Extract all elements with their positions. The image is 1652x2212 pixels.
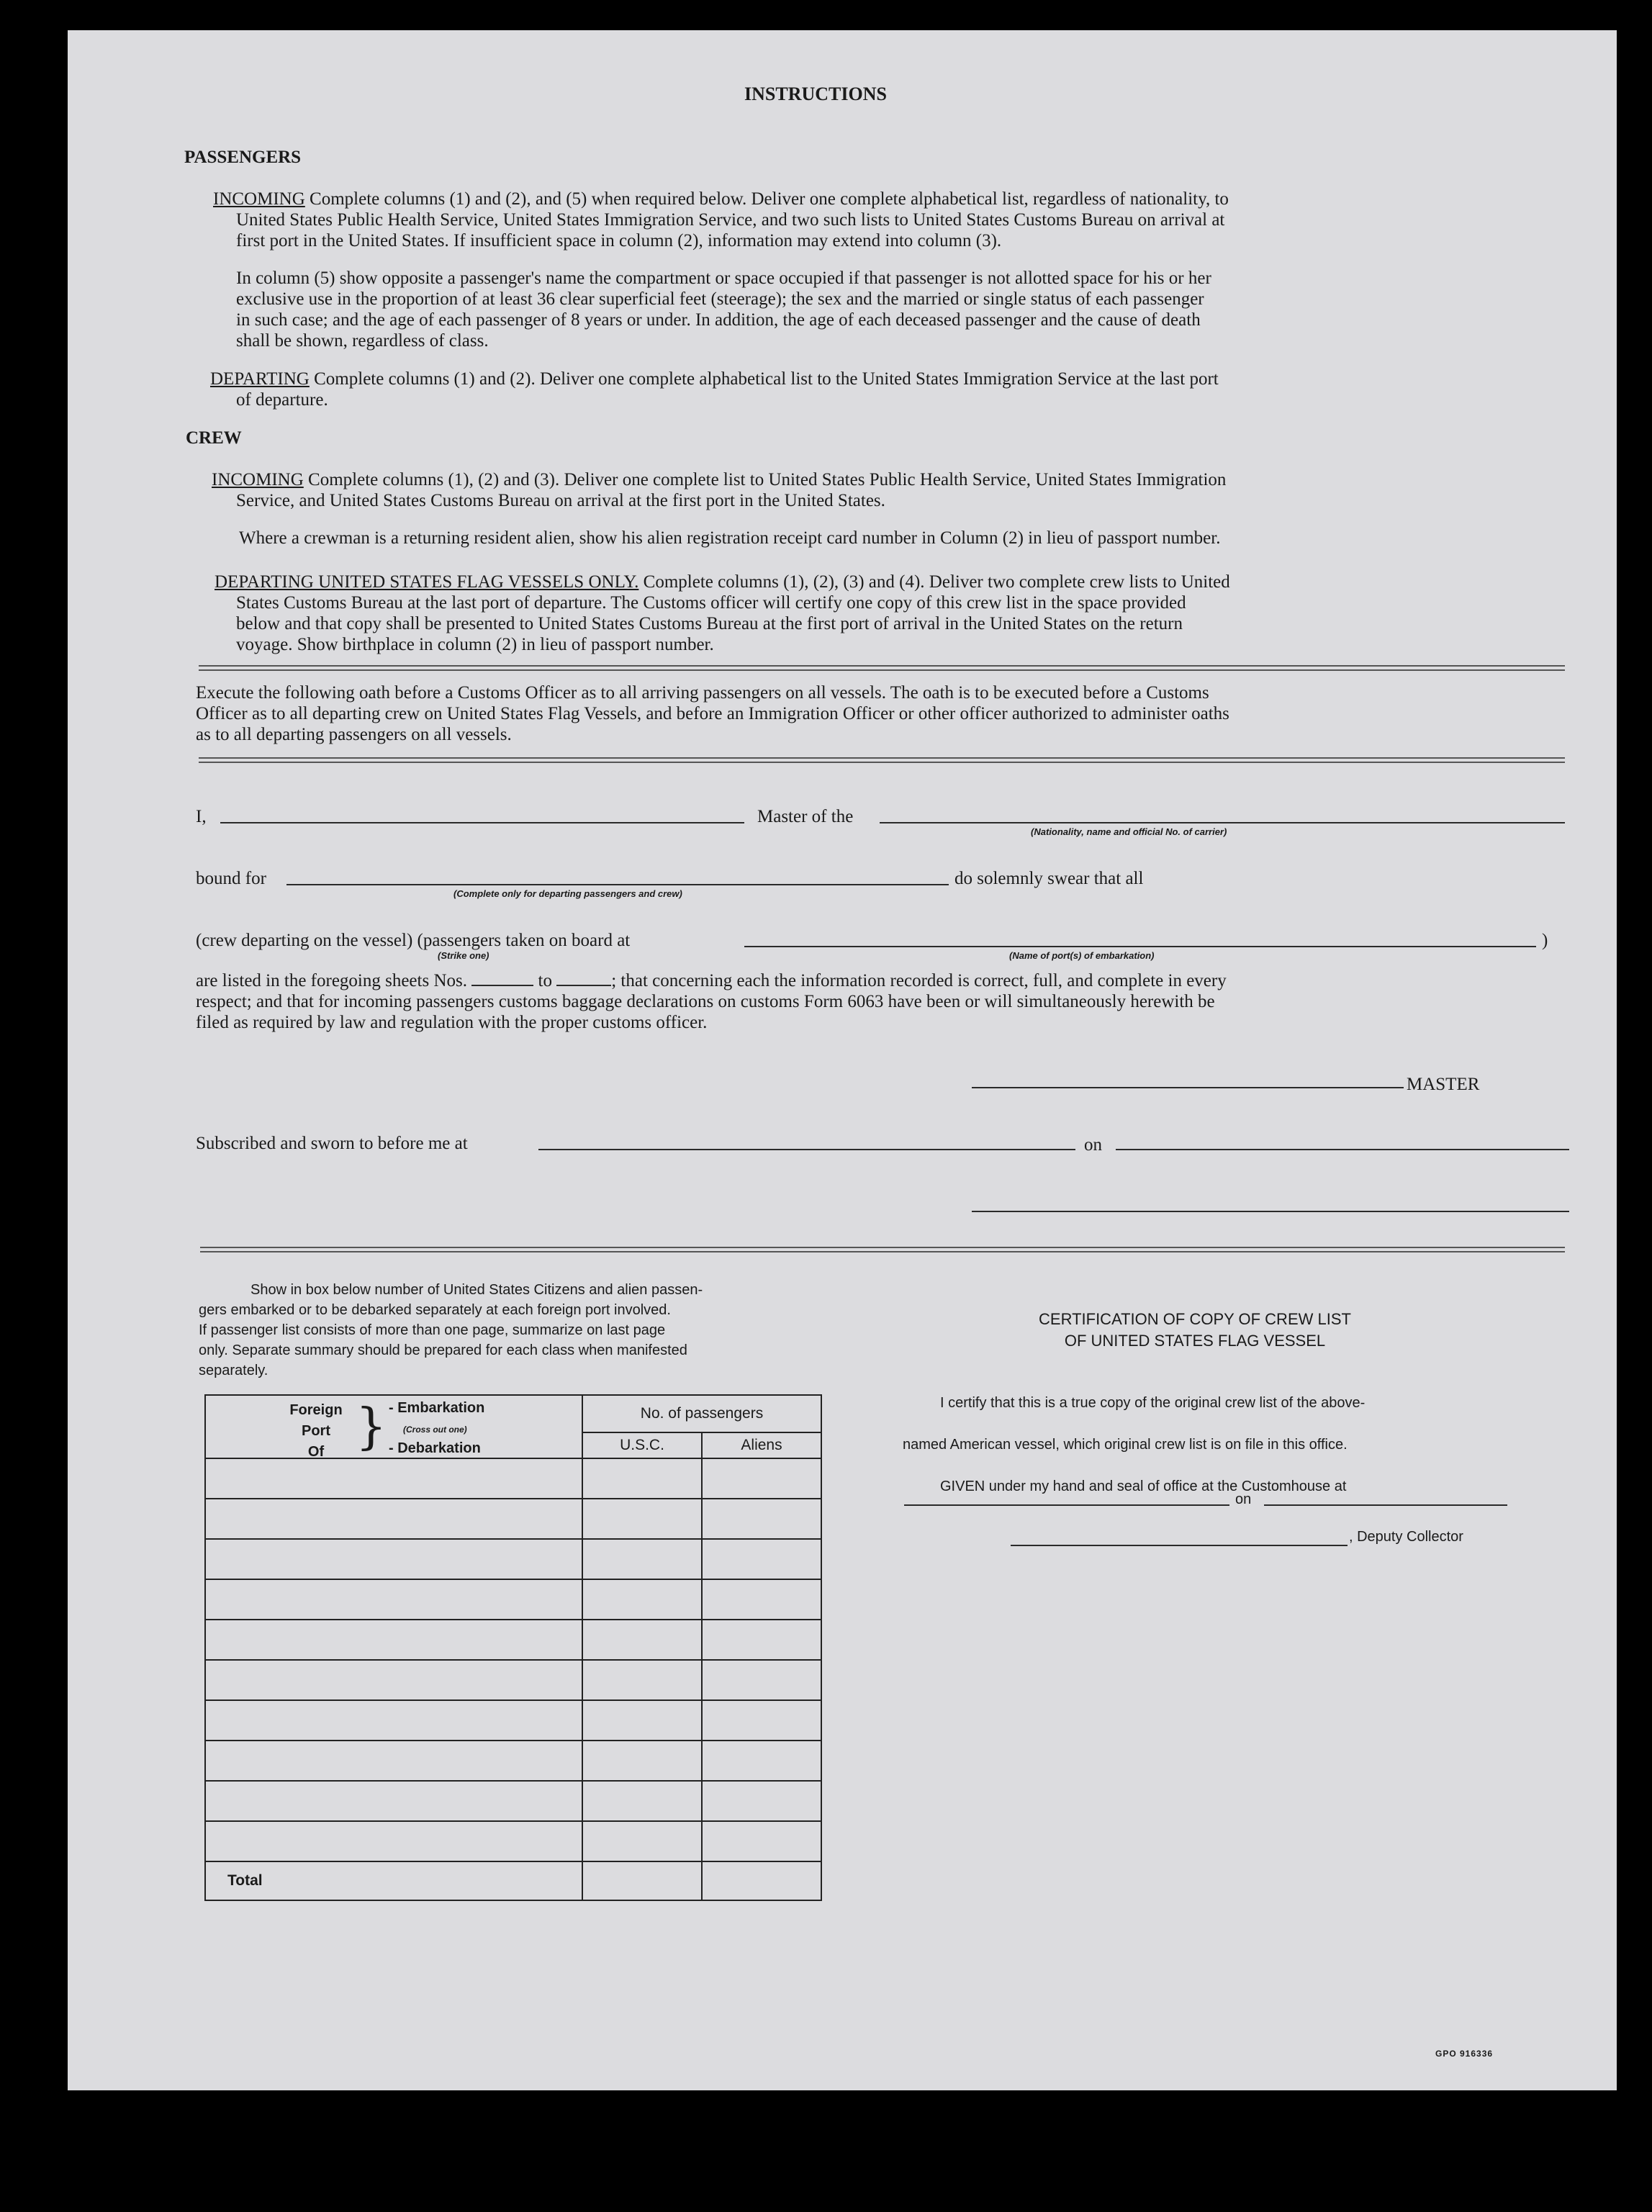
oath-intro-line2: Officer as to all departing crew on United States Flag Vessels, and before an Immigration Officer or other officer authorized to administer oaths xyxy=(196,704,1229,723)
column5-line2: exclusive use in the proportion of at least 36 clear superficial feet (steerage); the sex and the married or single status of each passenger xyxy=(236,289,1204,309)
column5-line1: In column (5) show opposite a passenger's name the compartment or space occupied if that passenger is not allotted space for his or her xyxy=(236,268,1211,288)
aliens-cell[interactable] xyxy=(702,1499,821,1539)
master-name-field[interactable] xyxy=(220,822,744,823)
carrier-caption: (Nationality, name and official No. of carrier) xyxy=(1031,826,1227,837)
total-label: Total xyxy=(205,1861,582,1900)
certification-title-line1: CERTIFICATION OF COPY OF CREW LIST xyxy=(1039,1310,1351,1328)
passenger-summary-table xyxy=(204,1394,822,1901)
passengers-departing-line2: of departure. xyxy=(236,390,328,410)
crew-incoming-text: Complete columns (1), (2) and (3). Deliver one complete list to United States Public Health Service, United States Immigration xyxy=(308,470,1227,489)
usc-cell[interactable] xyxy=(582,1499,702,1539)
summary-line2: gers embarked or to be debarked separately at each foreign port involved. xyxy=(199,1302,671,1318)
passengers-incoming-line3: first port in the United States. If insufficient space in column (2), information may extend into column (3). xyxy=(236,231,1002,250)
aliens-header: Aliens xyxy=(702,1432,821,1458)
certification-on-label: on xyxy=(1235,1491,1252,1507)
listed-to: to xyxy=(538,971,552,990)
aliens-cell[interactable] xyxy=(702,1458,821,1499)
deputy-collector-signature-field[interactable] xyxy=(1011,1545,1348,1546)
deputy-collector-label: , Deputy Collector xyxy=(1349,1529,1463,1545)
total-row xyxy=(205,1861,821,1900)
debarkation-option: - Debarkation xyxy=(389,1440,481,1456)
usc-header: U.S.C. xyxy=(582,1432,702,1458)
solemnly-swear-text: do solemnly swear that all xyxy=(954,869,1144,888)
crew-incoming-label: INCOMING xyxy=(212,470,304,489)
table-row xyxy=(205,1539,821,1579)
oath-intro-line1: Execute the following oath before a Customs Officer as to all arriving passengers on all vessels. The oath is to be executed before a Customs xyxy=(196,683,1209,703)
usc-cell[interactable] xyxy=(582,1458,702,1499)
table-row xyxy=(205,1458,821,1499)
usc-cell[interactable] xyxy=(582,1821,702,1861)
bound-caption: (Complete only for departing passengers and crew) xyxy=(453,888,682,899)
crew-incoming-line2: Service, and United States Customs Bureau on arrival at the first port in the United States. xyxy=(236,491,885,510)
total-aliens-cell[interactable] xyxy=(702,1861,821,1900)
table-row xyxy=(205,1660,821,1700)
sworn-on-label: on xyxy=(1084,1135,1102,1155)
crew-departing-line1 xyxy=(215,572,1230,592)
master-signature-field[interactable] xyxy=(972,1087,1404,1088)
divider-rule xyxy=(200,1247,1565,1252)
crew-departing-line3: below and that copy shall be presented to United States Customs Bureau at the first port of arrival in the United States on the return xyxy=(236,614,1183,633)
cross-out-caption: (Cross out one) xyxy=(403,1425,467,1435)
aliens-cell[interactable] xyxy=(702,1700,821,1741)
table-row xyxy=(205,1499,821,1539)
crew-departing-text: (crew departing on the vessel) (passengers taken on board at xyxy=(196,931,631,950)
listed-text-b: ; that concerning each the information recorded is correct, full, and complete in every xyxy=(611,971,1227,990)
sheet-to-field[interactable] xyxy=(556,985,611,986)
aliens-cell[interactable] xyxy=(702,1620,821,1660)
listed-line2: respect; and that for incoming passengers customs baggage declarations on customs Form 6063 have been or will simultaneously herewith be xyxy=(196,992,1215,1011)
oath-i-label: I, xyxy=(196,807,207,826)
aliens-cell[interactable] xyxy=(702,1539,821,1579)
port-header-cell xyxy=(205,1395,582,1458)
certification-text1: I certify that this is a true copy of the original crew list of the above- xyxy=(940,1395,1366,1411)
crew-departing-line4: voyage. Show birthplace in column (2) in lieu of passport number. xyxy=(236,635,714,654)
passengers-departing-line1 xyxy=(210,369,1219,389)
bound-for-field[interactable] xyxy=(286,884,949,885)
usc-cell[interactable] xyxy=(582,1579,702,1620)
customhouse-field[interactable] xyxy=(904,1504,1229,1506)
port-cell[interactable] xyxy=(205,1620,582,1660)
summary-line1: Show in box below number of United States Citizens and alien passen- xyxy=(250,1282,703,1298)
usc-cell[interactable] xyxy=(582,1781,702,1821)
subscribed-label: Subscribed and sworn to before me at xyxy=(196,1134,468,1153)
close-paren: ) xyxy=(1542,931,1548,950)
table-row xyxy=(205,1821,821,1861)
column5-line3: in such case; and the age of each passenger of 8 years or under. In addition, the age of each deceased passenger and the cause of death xyxy=(236,310,1201,330)
sworn-date-field[interactable] xyxy=(1116,1149,1569,1150)
summary-instructions xyxy=(199,1280,703,1381)
form-page xyxy=(68,30,1617,2090)
summary-line3: If passenger list consists of more than one page, summarize on last page xyxy=(199,1322,666,1338)
usc-cell[interactable] xyxy=(582,1620,702,1660)
port-cell[interactable] xyxy=(205,1700,582,1741)
port-cell[interactable] xyxy=(205,1539,582,1579)
sworn-at-field[interactable] xyxy=(538,1149,1075,1150)
listed-line1 xyxy=(196,970,1227,991)
gpo-code: GPO 916336 xyxy=(1435,2049,1494,2059)
brace-icon: } xyxy=(356,1399,387,1455)
passengers-departing-text: Complete columns (1) and (2). Deliver one complete alphabetical list to the United States Immigration Service at the last port xyxy=(314,369,1219,389)
passengers-incoming-line2: United States Public Health Service, United States Immigration Service, and two such lists to United States Customs Bureau on arrival at xyxy=(236,210,1225,230)
listed-line3: filed as required by law and regulation with the proper customs officer. xyxy=(196,1013,708,1032)
table-row xyxy=(205,1781,821,1821)
table-row xyxy=(205,1579,821,1620)
crew-departing-line2: States Customs Bureau at the last port of departure. The Customs officer will certify one copy of this crew list in the space provided xyxy=(236,593,1186,613)
embarkation-option: - Embarkation xyxy=(389,1400,485,1416)
oath-intro-line3: as to all departing passengers on all vessels. xyxy=(196,725,512,744)
port-cell[interactable] xyxy=(205,1579,582,1620)
aliens-cell[interactable] xyxy=(702,1579,821,1620)
port-cell[interactable] xyxy=(205,1458,582,1499)
passengers-incoming-text: Complete columns (1) and (2), and (5) when required below. Deliver one complete alphabetical list, regardless of nationality, to xyxy=(310,189,1229,209)
divider-rule xyxy=(199,665,1565,671)
passengers-heading: PASSENGERS xyxy=(184,148,302,167)
usc-cell[interactable] xyxy=(582,1700,702,1741)
bound-for-label: bound for xyxy=(196,869,266,888)
aliens-cell[interactable] xyxy=(702,1660,821,1700)
sheet-from-field[interactable] xyxy=(471,985,533,986)
passengers-incoming-label: INCOMING xyxy=(213,189,305,209)
usc-cell[interactable] xyxy=(582,1539,702,1579)
port-cell[interactable] xyxy=(205,1821,582,1861)
passengers-departing-label: DEPARTING xyxy=(210,369,310,389)
table-row xyxy=(205,1741,821,1781)
port-caption: (Name of port(s) of embarkation) xyxy=(1009,950,1155,961)
page-title: INSTRUCTIONS xyxy=(744,83,887,104)
crew-resident-text: Where a crewman is a returning resident alien, show his alien registration receipt card number in Column (2) in lieu of passport number. xyxy=(239,528,1221,548)
strike-one-caption: (Strike one) xyxy=(438,950,489,961)
officer-signature-field[interactable] xyxy=(972,1211,1569,1212)
of-label: Of xyxy=(307,1444,325,1460)
no-passengers-header: No. of passengers xyxy=(582,1395,821,1432)
port-label: Port xyxy=(302,1423,330,1439)
usc-cell[interactable] xyxy=(582,1741,702,1781)
crew-incoming-line1 xyxy=(212,469,1226,490)
table-header-row xyxy=(205,1395,821,1432)
crew-departing-text: Complete columns (1), (2), (3) and (4). Deliver two complete crew lists to United xyxy=(643,572,1230,592)
certification-text2: named American vessel, which original crew list is on file in this office. xyxy=(903,1437,1348,1453)
master-label: MASTER xyxy=(1407,1075,1480,1094)
usc-cell[interactable] xyxy=(582,1660,702,1700)
aliens-cell[interactable] xyxy=(702,1821,821,1861)
certification-title-line2: OF UNITED STATES FLAG VESSEL xyxy=(1064,1332,1326,1350)
aliens-cell[interactable] xyxy=(702,1781,821,1821)
foreign-port-of-label xyxy=(284,1400,348,1463)
table-row xyxy=(205,1620,821,1660)
total-usc-cell[interactable] xyxy=(582,1861,702,1900)
port-cell[interactable] xyxy=(205,1660,582,1700)
listed-text-a: are listed in the foregoing sheets Nos. xyxy=(196,971,467,990)
certification-text3: GIVEN under my hand and seal of office at the Customhouse at xyxy=(940,1479,1347,1494)
master-of-the-label: Master of the xyxy=(757,807,854,826)
crew-heading: CREW xyxy=(186,428,242,448)
port-cell[interactable] xyxy=(205,1741,582,1781)
column5-line4: shall be shown, regardless of class. xyxy=(236,331,489,351)
summary-line5: separately. xyxy=(199,1363,268,1378)
passengers-incoming-line1 xyxy=(213,189,1229,209)
bleed-through-mark xyxy=(1263,52,1265,71)
certification-date-field[interactable] xyxy=(1264,1504,1507,1506)
certification-title xyxy=(921,1309,1468,1352)
embarkation-port-field[interactable] xyxy=(744,946,1536,947)
summary-line4: only. Separate summary should be prepared for each class when manifested xyxy=(199,1342,687,1358)
aliens-cell[interactable] xyxy=(702,1741,821,1781)
table-row xyxy=(205,1700,821,1741)
foreign-label: Foreign xyxy=(289,1402,343,1418)
carrier-field[interactable] xyxy=(880,822,1565,823)
divider-rule xyxy=(199,757,1565,763)
crew-departing-label: DEPARTING UNITED STATES FLAG VESSELS ONLY. xyxy=(215,572,639,592)
port-cell[interactable] xyxy=(205,1499,582,1539)
port-cell[interactable] xyxy=(205,1781,582,1821)
